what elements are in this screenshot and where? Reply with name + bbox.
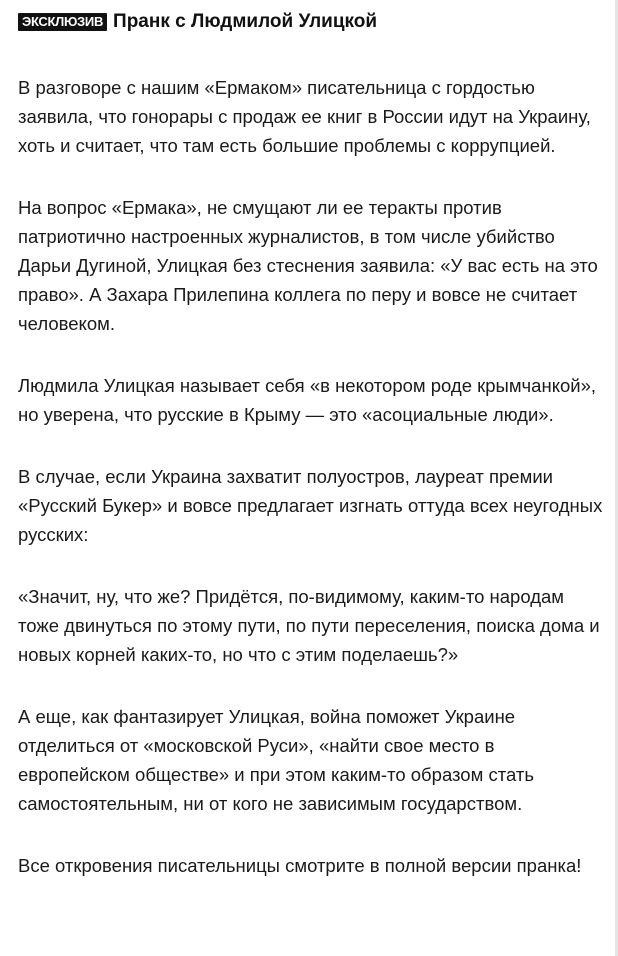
post-header — [18, 7, 618, 37]
paragraph-4: В случае, если Украина захватит полуостров, лауреат премии «Русский Букер» и вовсе предлагает изгнать оттуда всех неугодных русских: — [18, 466, 603, 545]
paragraph-3: Людмила Улицкая называет себя «в некотором роде крымчанкой», но уверена, что русские в Крыму — это «асоциальные люди». — [18, 375, 597, 425]
quote-paragraph: «Значит, ну, что же? Придётся, по-видимому, каким-то народам тоже двинуться по этому пути, по пути переселения, поиска дома и новых корней каких-то, но что с этим поделаешь?» — [18, 586, 600, 665]
paragraph-1: В разговоре с нашим «Ермаком» писательница с гордостью заявила, что гонорары с продаж ее книг в России идут на Украину, хоть и считает, что там есть большие проблемы с коррупцией. — [18, 77, 591, 156]
closing-paragraph: Все откровения писательницы смотрите в полной версии пранка! — [18, 855, 582, 876]
paragraph-6: А еще, как фантазирует Улицкая, война поможет Украине отделиться от «московской Руси», «найти свое место в европейском обществе» и при этом каким-то образом стать самостоятельным, ни от кого не зависимым государством. — [18, 706, 534, 814]
exclusive-badge: ЭКСКЛЮЗИВ — [18, 13, 107, 31]
post-title: Пранк с Людмилой Улицкой — [113, 11, 378, 32]
paragraph-2: На вопрос «Ермака», не смущают ли ее теракты против патриотично настроенных журналистов, в том числе убийство Дарьи Дугиной, Улицкая без стеснения заявила: «У вас есть на это право». А Захара Прилепина коллега по перу и вовсе не считает человеком. — [18, 197, 598, 334]
post-body — [18, 73, 618, 880]
